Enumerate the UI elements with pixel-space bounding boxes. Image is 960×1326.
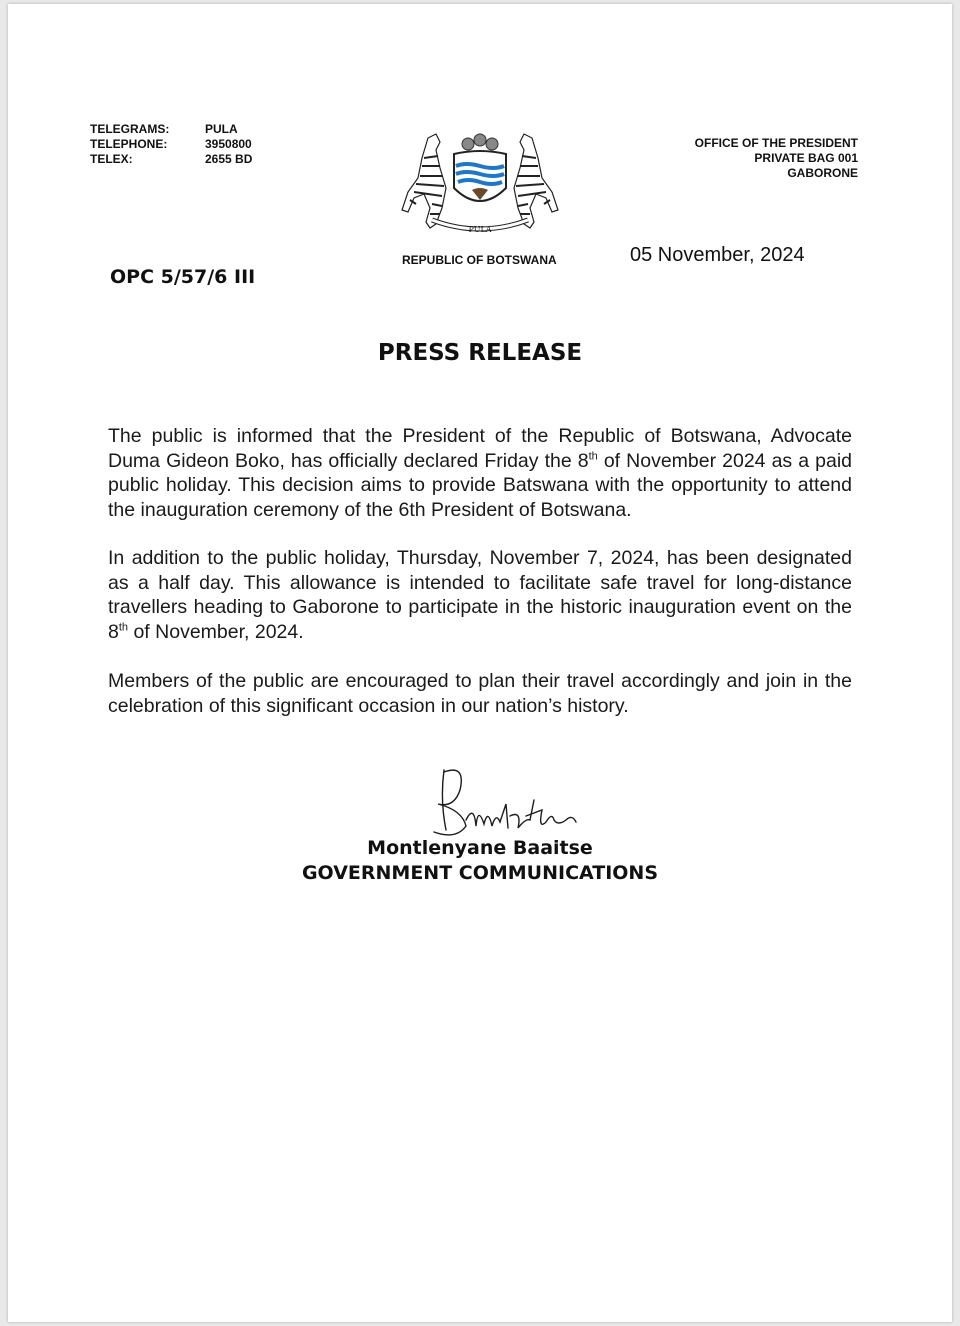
contact-row-telegrams bbox=[90, 122, 252, 137]
contact-row-telephone bbox=[90, 137, 252, 152]
paragraph-text: of November 2024 as a paid public holiday. This decision aims to provide Batswana with the opportunity to attend the inauguration ceremony of the 6th President of Botswana. bbox=[108, 449, 852, 521]
contact-block bbox=[90, 122, 252, 167]
paragraph-text: The public is informed that the President of the Republic of Botswana, Advocate Duma Gideon Boko, has officially declared Friday the 8 bbox=[108, 425, 852, 472]
coat-of-arms-icon bbox=[396, 128, 564, 240]
contact-label: TELEGRAMS: bbox=[90, 122, 170, 136]
contact-label: TELEPHONE: bbox=[90, 137, 168, 151]
office-line: PRIVATE BAG 001 bbox=[754, 151, 858, 165]
contact-label: TELEX: bbox=[90, 152, 133, 166]
office-line: GABORONE bbox=[787, 166, 858, 180]
contact-value: 2655 BD bbox=[205, 152, 253, 166]
signer-department: GOVERNMENT COMMUNICATIONS bbox=[301, 862, 659, 884]
crest-motto: PULA bbox=[468, 225, 492, 234]
contact-value: 3950800 bbox=[205, 137, 252, 151]
release-date: 05 November, 2024 bbox=[630, 244, 805, 266]
paragraph-text: In addition to the public holiday, Thursday, November 7, 2024, has been designated as a half day. This allowance is intended to facilitate safe travel for long-distance travellers heading to Gaborone to participate in the historic inauguration event on the 8 bbox=[108, 547, 852, 643]
contact-value: PULA bbox=[205, 122, 238, 136]
reference-number: OPC 5/57/6 III bbox=[110, 266, 256, 288]
republic-label: REPUBLIC OF BOTSWANA bbox=[402, 253, 557, 267]
paragraph-text: of November, 2024. bbox=[128, 620, 304, 643]
signature-block bbox=[8, 836, 952, 886]
office-line: OFFICE OF THE PRESIDENT bbox=[694, 136, 858, 150]
ordinal-suffix: th bbox=[588, 450, 598, 462]
contact-row-telex bbox=[90, 152, 252, 167]
document-page bbox=[8, 4, 952, 1322]
signer-name: Montlenyane Baaitse bbox=[367, 837, 593, 859]
body-paragraph-1 bbox=[108, 424, 852, 522]
ordinal-suffix: th bbox=[118, 621, 129, 633]
body-paragraph-3: Members of the public are encouraged to plan their travel accordingly and join in the celebration of this significant occasion in our nation’s history. bbox=[108, 670, 852, 717]
body-paragraph-2 bbox=[108, 546, 852, 644]
page-title: PRESS RELEASE bbox=[377, 340, 583, 366]
office-address bbox=[695, 136, 858, 181]
